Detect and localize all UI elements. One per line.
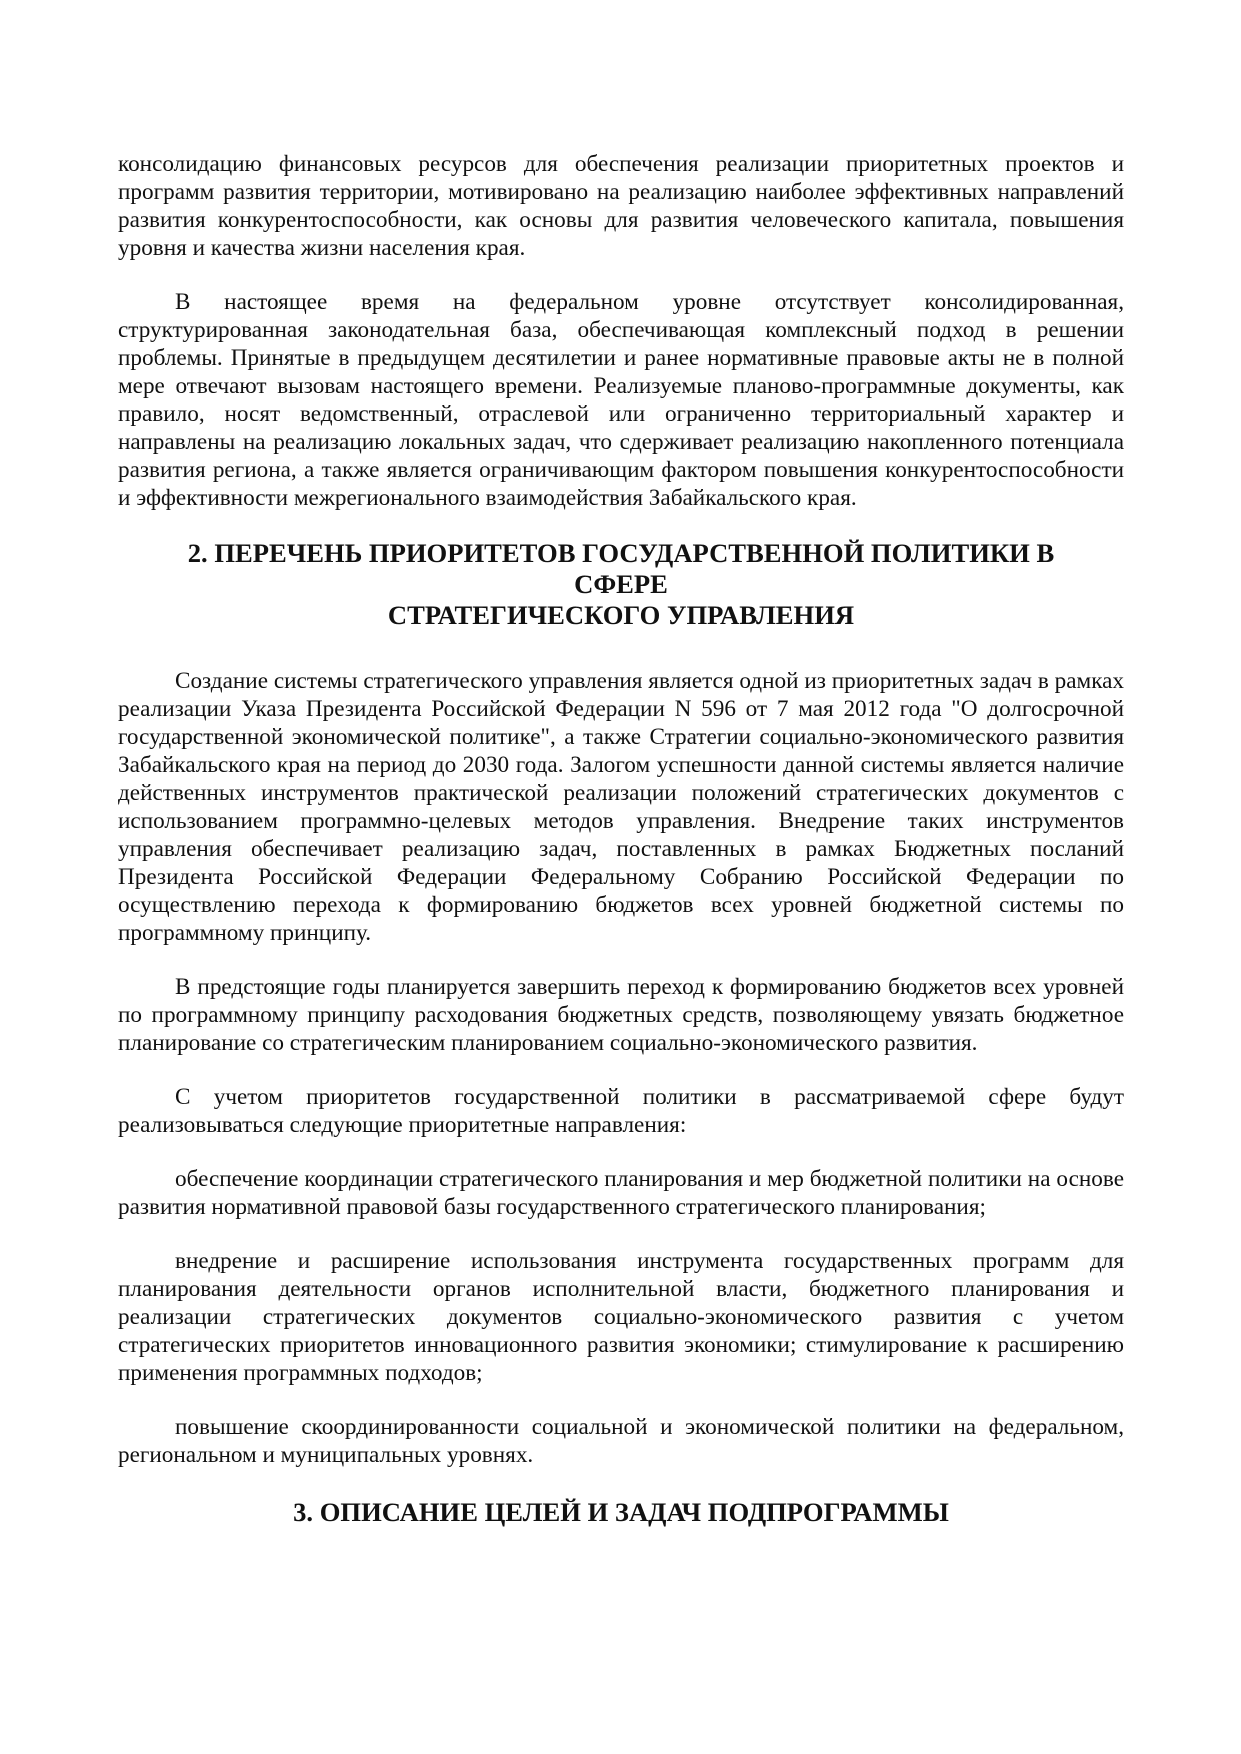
paragraph-legislative-base: В настоящее время на федеральном уровне отсутствует консолидированная, структурированная законодательная база, обеспечивающая комплексный подход в решении проблемы. Принятые в предыдущем десятилетии и ранее нормативные правовые акты не в полной мере отвечают вызовам настоящего времени. Реализуемые планово-программные документы, как правило, носят ведомственный, отраслевой или ограниченно территориальный характер и направлены на реализацию локальных задач, что сдерживает реализацию накопленного потенциала развития региона, а также является ограничивающим фактором повышения конкурентоспособности и эффективности межрегионального взаимодействия Забайкальского края. [118, 289, 1124, 511]
paragraph-program-budgeting: В предстоящие годы планируется завершить переход к формированию бюджетов всех уровней по программному принципу расходования бюджетных средств, позволяющему увязать бюджетное планирование со стратегическим планированием социально-экономического развития. [118, 974, 1124, 1056]
paragraph-consolidation: консолидацию финансовых ресурсов для обеспечения реализации приоритетных проектов и программ развития территории, мотивировано на реализацию наиболее эффективных направлений развития конкурентоспособности, как основы для развития человеческого капитала, повышения уровня и качества жизни населения края. [118, 151, 1124, 261]
paragraph-priority-directions-intro: С учетом приоритетов государственной политики в рассматриваемой сфере будут реализовываться следующие приоритетные направления: [118, 1084, 1124, 1138]
paragraph-direction-state-programs: внедрение и расширение использования инструмента государственных программ для планирования деятельности органов исполнительной власти, бюджетного планирования и реализации стратегических документов социально-экономического развития с учетом стратегических приоритетов инновационного развития экономики; стимулирование к расширению применения программных подходов; [118, 1248, 1124, 1386]
section-heading-priorities-line-2: СФЕРЕ [574, 569, 668, 599]
section-heading-priorities [118, 538, 1124, 631]
paragraph-strategic-management: Создание системы стратегического управления является одной из приоритетных задач в рамках реализации Указа Президента Российской Федерации N 596 от 7 мая 2012 года "О долгосрочной государственной экономической политике", а также Стратегии социально-экономического развития Забайкальского края на период до 2030 года. Залогом успешности данной системы является наличие действенных инструментов практической реализации положений стратегических документов с использованием программно-целевых методов управления. Внедрение таких инструментов управления обеспечивает реализацию задач, поставленных в рамках Бюджетных посланий Президента Российской Федерации Федеральному Собранию Российской Федерации по осуществлению перехода к формированию бюджетов всех уровней бюджетной системы по программному принципу. [118, 668, 1124, 946]
paragraph-direction-coordination: обеспечение координации стратегического планирования и мер бюджетной политики на основе развития нормативной правовой базы государственного стратегического планирования; [118, 1166, 1124, 1220]
section-heading-priorities-line-1: 2. ПЕРЕЧЕНЬ ПРИОРИТЕТОВ ГОСУДАРСТВЕННОЙ ПОЛИТИКИ В [187, 538, 1055, 568]
paragraph-direction-policy-alignment: повышение скоординированности социальной и экономической политики на федеральном, региональном и муниципальных уровнях. [118, 1414, 1124, 1468]
section-heading-goals: 3. ОПИСАНИЕ ЦЕЛЕЙ И ЗАДАЧ ПОДПРОГРАММЫ [293, 1497, 949, 1527]
document-body [118, 150, 1124, 1564]
section-heading-priorities-line-3: СТРАТЕГИЧЕСКОГО УПРАВЛЕНИЯ [387, 600, 855, 630]
